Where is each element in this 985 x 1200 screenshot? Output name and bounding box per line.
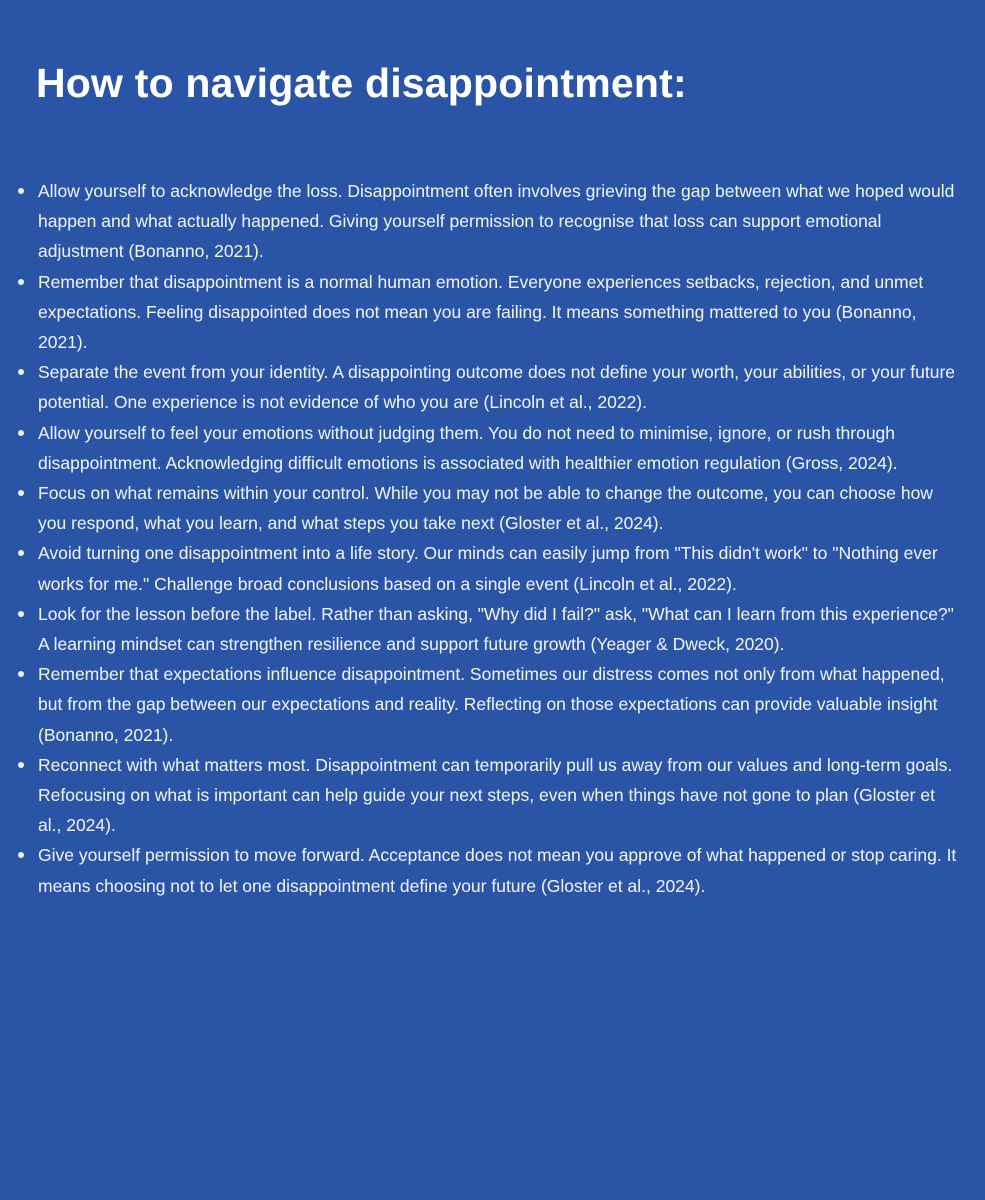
list-item-text: Remember that disappointment is a normal human emotion. Everyone experiences setbacks, rejection, and unmet expectations. Feeling disappointed does not mean you are failing. It means something mattered to you (Bonanno, 2021).	[38, 271, 924, 353]
list-item-text: Focus on what remains within your control. While you may not be able to change the outcome, you can choose how you respond, what you learn, and what steps you take next (Gloster et al., 2024).	[38, 483, 933, 534]
list-item-text: Allow yourself to feel your emotions without judging them. You do not need to minimise, ignore, or rush through disappointment. Acknowledging difficult emotions is associated with healthier emotion regulation (Gross, 2024).	[38, 422, 898, 473]
list-item	[0, 840, 985, 900]
bullet-icon	[18, 852, 24, 858]
list-item-text: Remember that expectations influence disappointment. Sometimes our distress comes not only from what happened, but from the gap between our expectations and reality. Reflecting on those expectations can provide valuable insight (Bonanno, 2021).	[38, 664, 945, 745]
bullet-icon	[18, 490, 24, 496]
list-item	[0, 357, 985, 417]
list-item	[0, 750, 985, 841]
list-item-text: Give yourself permission to move forward. Acceptance does not mean you approve of what happened or stop caring. It means choosing not to let one disappointment define your future (Gloster et al., 2024).	[38, 845, 957, 896]
bullet-icon	[18, 611, 24, 617]
bullet-icon	[18, 671, 24, 677]
bullet-icon	[18, 762, 24, 768]
list-item	[0, 176, 985, 267]
tips-list	[0, 176, 985, 901]
list-item	[0, 538, 985, 598]
list-item	[0, 418, 985, 478]
bullet-icon	[18, 188, 24, 194]
bullet-icon	[18, 279, 24, 285]
list-item-text: Look for the lesson before the label. Rather than asking, "Why did I fail?" ask, "What can I learn from this experience?" A learning mindset can strengthen resilience and support future growth (Yeager & Dweck, 2020).	[38, 603, 954, 655]
bullet-icon	[18, 369, 24, 375]
bullet-icon	[18, 430, 24, 436]
list-item-text: Allow yourself to acknowledge the loss. Disappointment often involves grieving the gap between what we hoped would happen and what actually happened. Giving yourself permission to recognise that loss can support emotional adjustment (Bonanno, 2021).	[38, 181, 955, 262]
list-item	[0, 659, 985, 750]
list-item-text: Separate the event from your identity. A disappointing outcome does not define your worth, your abilities, or your future potential. One experience is not evidence of who you are (Lincoln et al., 2022).	[38, 362, 956, 413]
list-item	[0, 478, 985, 538]
page-title: How to navigate disappointment:	[36, 60, 687, 106]
list-item-text: Reconnect with what matters most. Disappointment can temporarily pull us away from our values and long-term goals. Refocusing on what is important can help guide your next steps, even when things have not gone to plan (Gloster et al., 2024).	[38, 754, 953, 836]
list-item-text: Avoid turning one disappointment into a life story. Our minds can easily jump from "This didn't work" to "Nothing ever works for me." Challenge broad conclusions based on a single event (Lincoln et al., 2022).	[38, 543, 938, 594]
list-item	[0, 267, 985, 358]
bullet-icon	[18, 550, 24, 556]
list-item	[0, 599, 985, 659]
